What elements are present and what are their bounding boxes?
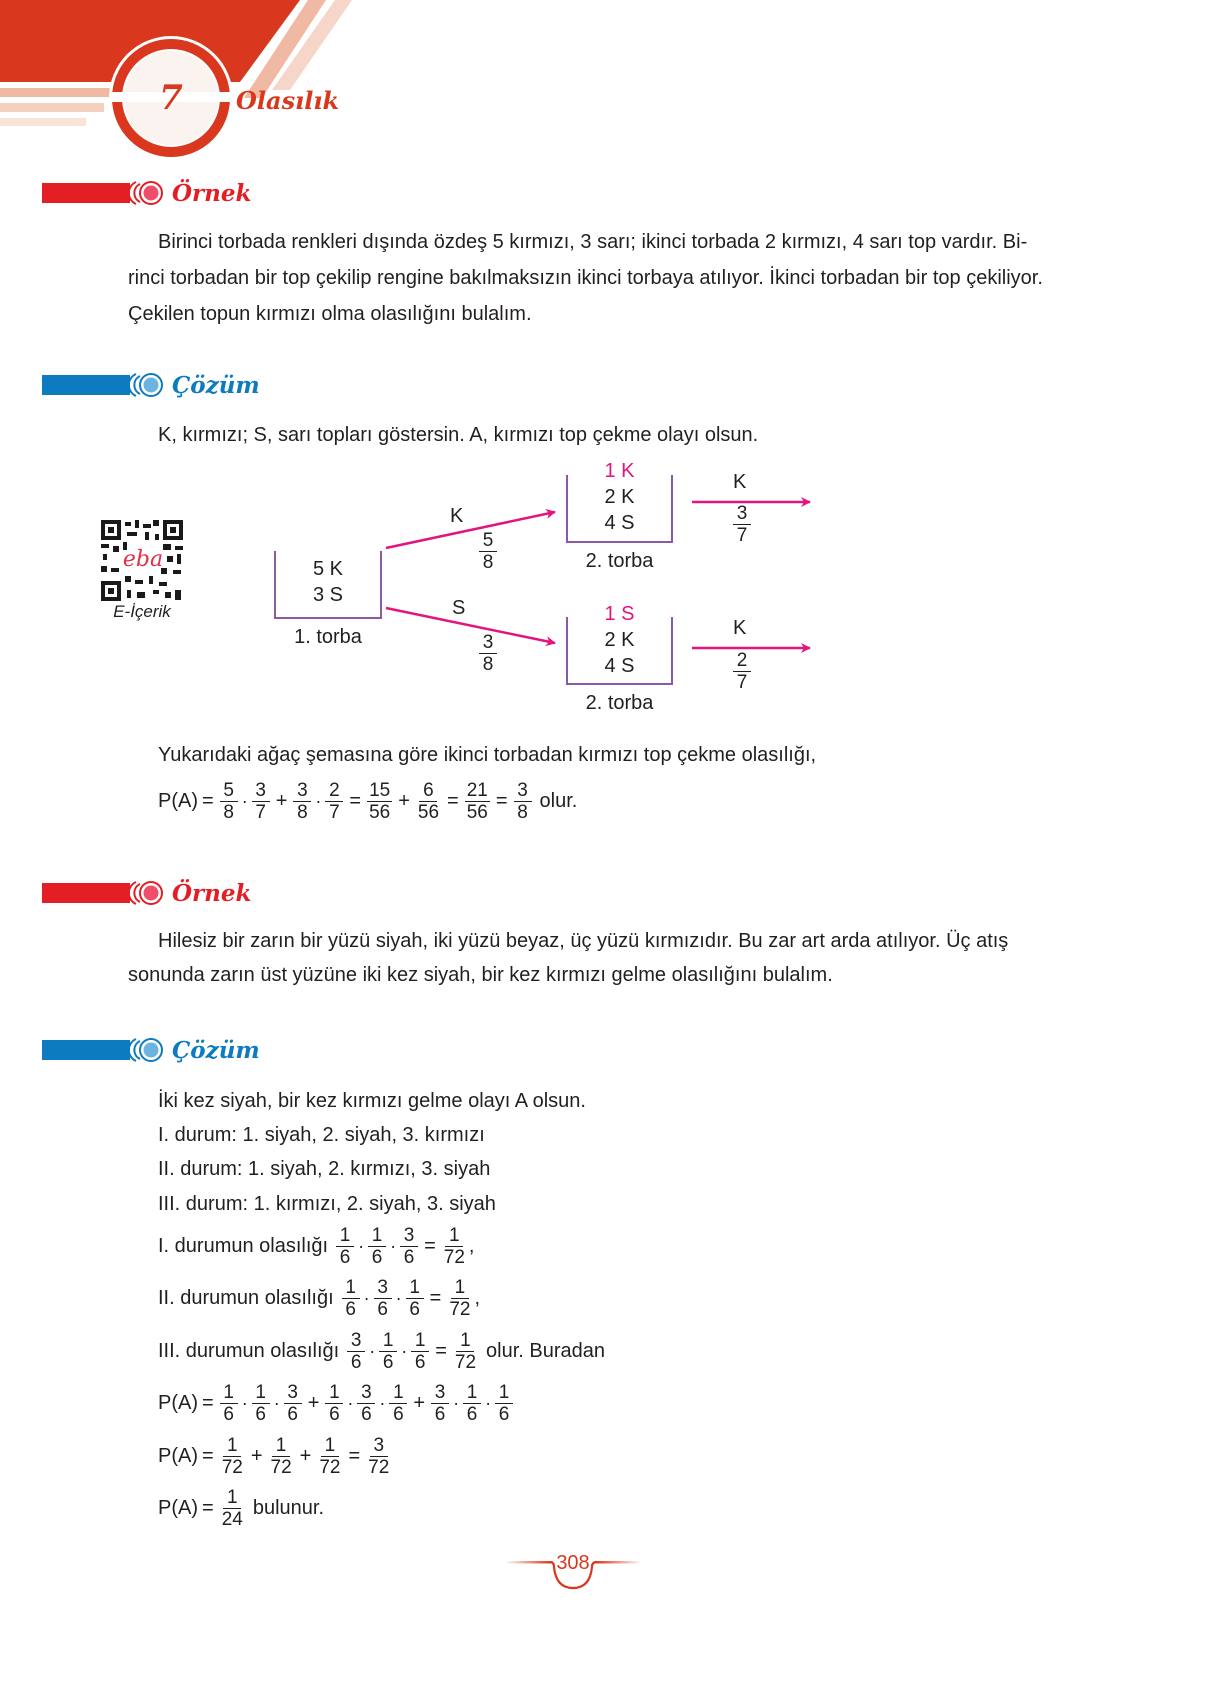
branch-upper-prob: $\frac{5}{8}$ xyxy=(477,530,499,573)
case-2-probability: II. durumun olasılığı $\frac{1}{6}$ · $\frac{3}{6}$ · $\frac{1}{6}$ = $\frac{1}{72}$ , xyxy=(158,1277,481,1320)
case-3-probability: III. durumun olasılığı $\frac{3}{6}$ · $\frac{1}{6}$ · $\frac{1}{6}$ = $\frac{1}{72}$ olur. Buradan xyxy=(158,1330,606,1373)
solution-2-line: İki kez siyah, bir kez kırmızı gelme olayı A olsun. xyxy=(158,1090,586,1112)
header-bar xyxy=(42,1040,130,1060)
example-2-text xyxy=(128,924,1068,992)
bag-1-label: 1. torba xyxy=(294,626,362,648)
total-probability-expanded: P(A) = $\frac{1}{6}$ · $\frac{1}{6}$ · $\frac{3}{6}$ + $\frac{1}{6}$ · $\frac{3}{6}$ · $\frac{1}{6}$ + $\frac{3}{6}$ · $\frac{1}{6}$ · $\frac{1}{6}$ xyxy=(158,1382,515,1425)
e-content-label[interactable]: E-İçerik xyxy=(113,602,171,621)
solution-2-line: III. durum: 1. kırmızı, 2. siyah, 3. siyah xyxy=(158,1193,496,1215)
text-line: Birinci torbada renkleri dışında özdeş 5 kırmızı, 3 sarı; ikinci torbada 2 kırmızı, 4 sarı top vardır. Bi- xyxy=(158,231,1028,253)
svg-text:eba: eba xyxy=(122,547,164,572)
solution-2-line: I. durum: 1. siyah, 2. siyah, 3. kırmızı xyxy=(158,1124,485,1146)
header-bar xyxy=(42,883,130,903)
draw-upper-prob: $\frac{3}{7}$ xyxy=(731,503,753,546)
branch-lower-event: S xyxy=(452,597,466,619)
solution-1-intro: K, kırmızı; S, sarı topları göstersin. A, kırmızı top çekme olayı olsun. xyxy=(158,424,759,446)
branch-lower-prob: $\frac{3}{8}$ xyxy=(477,632,499,675)
text-line: sonunda zarın üst yüzüne iki kez siyah, bir kez kırmızı gelme olasılığını bulalım. xyxy=(128,964,833,986)
example-label: Örnek xyxy=(172,179,252,207)
solution-2-line: II. durum: 1. siyah, 2. kırmızı, 3. siyah xyxy=(158,1158,491,1180)
text-line: Hilesiz bir zarın bir yüzü siyah, iki yüzü beyaz, üç yüzü kırmızıdır. Bu zar art arda atılıyor. Üç atış xyxy=(158,930,1009,952)
bag-2-upper-label: 2. torba xyxy=(585,550,654,572)
bag-2-lower-contents: 1 S 2 K 4 S xyxy=(604,603,635,677)
text-line: rinci torbadan bir top çekilip rengine bakılmaksızın ikinci torbaya atılıyor. İkinci torbadan bir top çekiliyor. xyxy=(128,267,1043,289)
page-number: 308 xyxy=(556,1552,590,1574)
chapter-number: 7 xyxy=(159,78,183,118)
draw-lower-event: K xyxy=(733,617,747,639)
target-icon xyxy=(130,1036,164,1064)
bag-2-lower-label: 2. torba xyxy=(585,692,654,714)
branch-upper-event: K xyxy=(450,505,464,527)
example-label: Örnek xyxy=(172,879,252,907)
draw-upper-event: K xyxy=(733,471,747,493)
bag-2-upper-contents: 1 K 2 K 4 S xyxy=(604,460,635,534)
chapter-title: Olasılık xyxy=(236,86,340,115)
bag-1-contents: 5 K 3 S xyxy=(312,558,344,606)
solution-1-formula: P(A) = $\frac{5}{8}$ · $\frac{3}{7}$ + $\frac{3}{8}$ · $\frac{2}{7}$ = $\frac{15}{56}$ + $\frac{6}{56}$ = $\frac{21}{56}$ = $\frac{3}{8}$ olur. xyxy=(158,780,578,823)
total-probability-sum: P(A) = $\frac{1}{72}$ + $\frac{1}{72}$ + $\frac{1}{72}$ = $\frac{3}{72}$ xyxy=(158,1435,390,1478)
total-probability-result: P(A) = $\frac{1}{24}$ bulunur. xyxy=(158,1487,324,1530)
solution-label: Çözüm xyxy=(172,1036,260,1064)
solution-2-header xyxy=(42,1037,260,1063)
target-icon xyxy=(130,879,164,907)
solution-label: Çözüm xyxy=(172,371,260,399)
solution-1-conclusion: Yukarıdaki ağaç şemasına göre ikinci torbadan kırmızı top çekme olasılığı, xyxy=(158,744,817,766)
draw-lower-prob: $\frac{2}{7}$ xyxy=(731,650,753,693)
case-1-probability: I. durumun olasılığı $\frac{1}{6}$ · $\frac{1}{6}$ · $\frac{3}{6}$ = $\frac{1}{72}$ , xyxy=(158,1225,475,1268)
text-line: Çekilen topun kırmızı olma olasılığını bulalım. xyxy=(128,303,532,325)
example-2-header xyxy=(42,880,251,906)
